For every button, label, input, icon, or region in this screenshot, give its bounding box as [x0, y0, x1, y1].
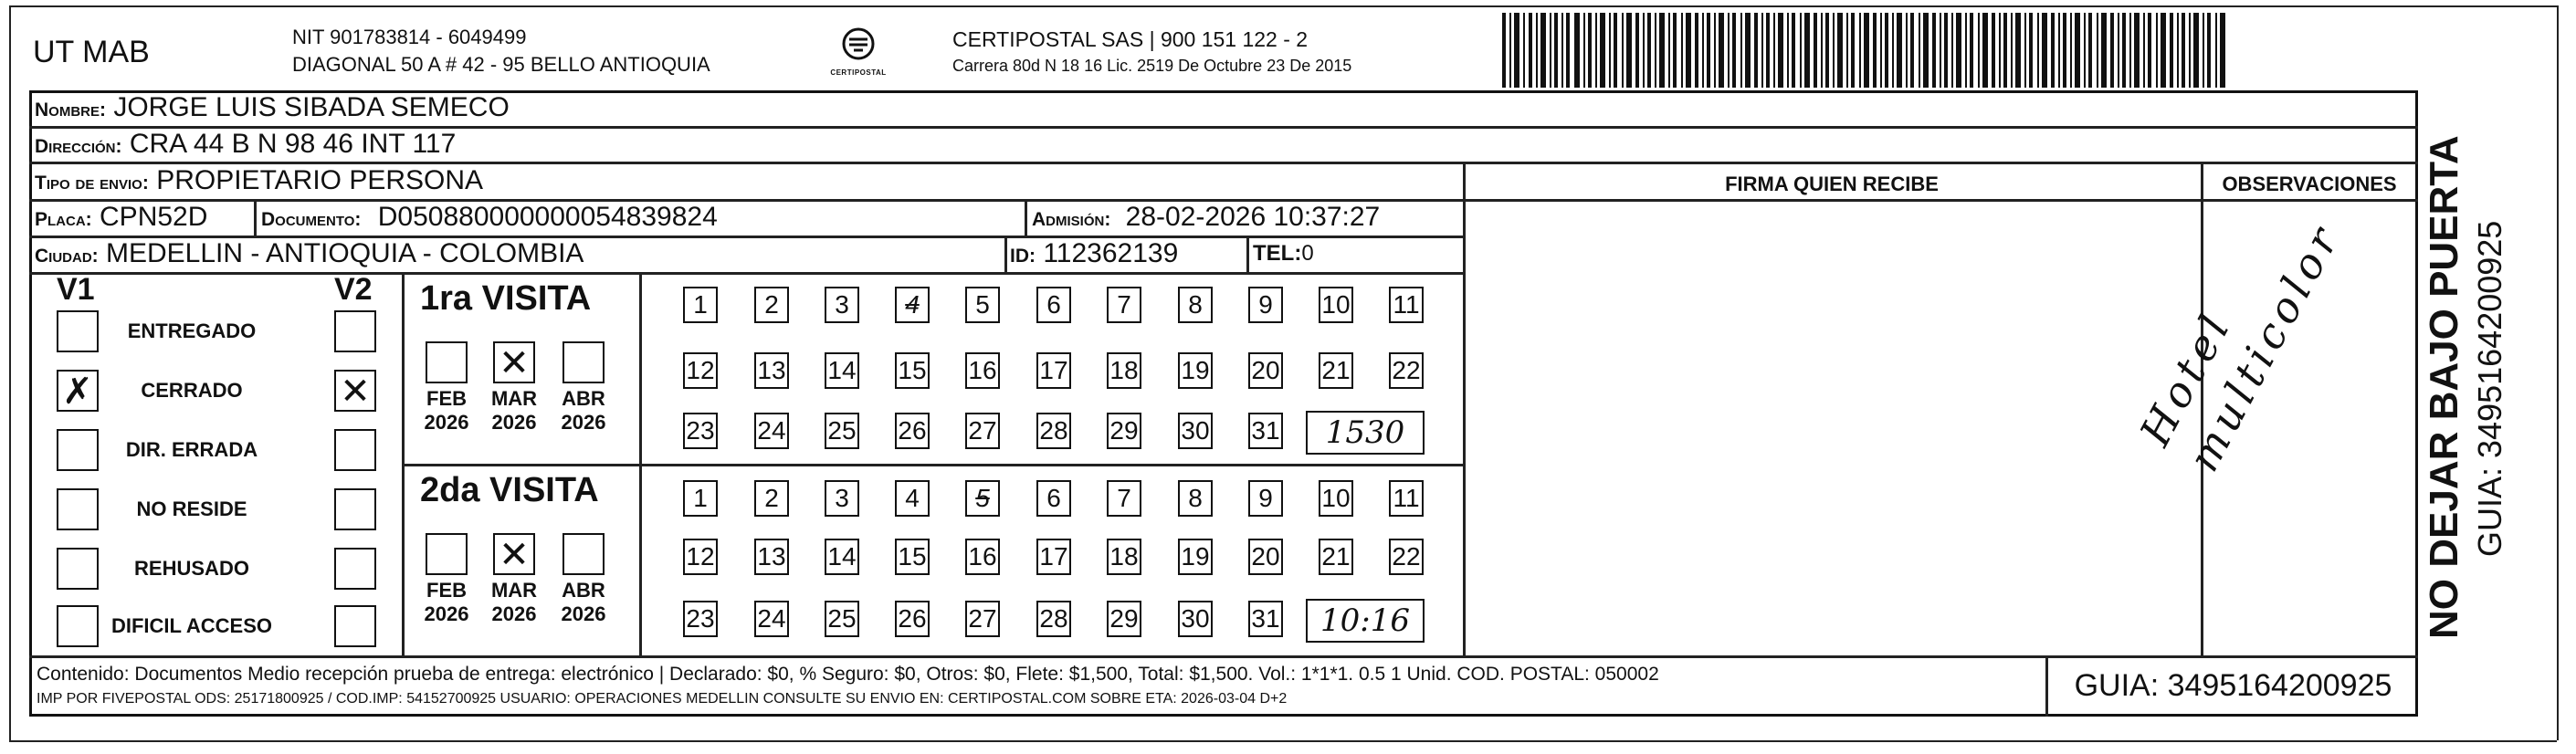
visit2-month-checkbox-2[interactable]: [493, 533, 535, 575]
v1-label: V1: [57, 272, 95, 307]
barcode-bars: [1502, 13, 2228, 88]
col-line: [1004, 236, 1007, 272]
visit2-day-16[interactable]: 16: [965, 539, 1000, 575]
sender-nit: NIT 901783814 - 6049499: [292, 26, 527, 48]
visit1-day-17[interactable]: 17: [1036, 352, 1071, 389]
company-address: Carrera 80d N 18 16 Lic. 2519 De Octubre 23 De 2015: [952, 57, 1352, 75]
status-label-4: NO RESIDE: [136, 497, 247, 520]
v2-checkbox-2[interactable]: [334, 370, 376, 412]
tel-label: TEL:: [1253, 241, 1302, 266]
visit1-month-label-1: FEB 2026: [424, 387, 469, 434]
visit2-title: 2da VISITA: [420, 471, 599, 509]
status-label-6: DIFICIL ACCESO: [110, 614, 272, 637]
id-label: ID:: [1010, 246, 1036, 267]
v2-checkbox-1[interactable]: [334, 310, 376, 352]
visit2-day-12[interactable]: 12: [683, 539, 718, 575]
tipo-row: [35, 165, 483, 196]
certipostal-logo: [826, 24, 890, 82]
v1-checkbox-5[interactable]: [57, 548, 99, 590]
visit2-day-22[interactable]: 22: [1389, 539, 1424, 575]
visit2-day-28[interactable]: 28: [1036, 601, 1071, 637]
visit2-day-14[interactable]: 14: [825, 539, 859, 575]
tel-row: [1253, 241, 1314, 267]
direccion-value: CRA 44 B N 98 46 INT 117: [129, 129, 457, 159]
v2-checkbox-5[interactable]: [334, 548, 376, 590]
visit2-day-6[interactable]: 6: [1036, 480, 1071, 517]
visit2-month-label-2: MAR 2026: [490, 579, 538, 625]
col-line: [1025, 199, 1027, 236]
admision-label: Admisión:: [1032, 209, 1111, 230]
visit1-day-27[interactable]: 27: [965, 413, 1000, 449]
visit2-day-3[interactable]: 3: [825, 480, 859, 517]
check-mark-icon: ✗: [62, 371, 93, 413]
visit2-day-17[interactable]: 17: [1036, 539, 1071, 575]
visit2-month-label-1: FEB 2026: [424, 579, 469, 625]
visit1-day-25[interactable]: 25: [825, 413, 859, 449]
footer-line: [29, 655, 2418, 658]
visit1-month-checkbox-3[interactable]: [563, 341, 605, 383]
page-border-right: [2557, 5, 2559, 740]
visit1-month-checkbox-1[interactable]: [426, 341, 468, 383]
visit2-month-label-3: ABR 2026: [561, 579, 606, 625]
visit1-handwritten-time: 1530: [1306, 411, 1425, 455]
admision-value: 28-02-2026 10:37:27: [1125, 202, 1381, 232]
visit2-handwritten-time: 10:16: [1306, 599, 1425, 643]
visit1-day-16[interactable]: 16: [965, 352, 1000, 389]
col-line-firma: [1463, 162, 1466, 657]
ciudad-row: [35, 238, 584, 269]
documento-label: Documento:: [261, 209, 362, 230]
visit1-day-4[interactable]: 4: [895, 287, 930, 323]
visit2-day-18[interactable]: 18: [1107, 539, 1141, 575]
visit2-day-19[interactable]: 19: [1178, 539, 1213, 575]
observaciones-handwriting: Hotel multicolor: [2129, 215, 2350, 479]
col-line: [1246, 236, 1249, 272]
visit1-day-1[interactable]: 1: [683, 287, 718, 323]
visit1-day-18[interactable]: 18: [1107, 352, 1141, 389]
v1-checkbox-1[interactable]: [57, 310, 99, 352]
footer-line1: Contenido: Documentos Medio recepción prueba de entrega: electrónico | Declarado: $0, % Seguro: $0, Otros: $0, Flete: $1,500, Total: $1,500. Vol.: 1*1*1. 0.5 1 Unid. COD. POSTAL: 050002: [37, 664, 1659, 685]
visit2-day-13[interactable]: 13: [754, 539, 789, 575]
nombre-row: [35, 92, 510, 123]
sender-address: DIAGONAL 50 A # 42 - 95 BELLO ANTIOQUIA: [292, 53, 710, 76]
placa-value: CPN52D: [100, 202, 208, 232]
row-line: [29, 162, 2418, 164]
tipo-value: PROPIETARIO PERSONA: [156, 165, 484, 195]
tel-value: 0: [1301, 241, 1314, 266]
direccion-row: [35, 129, 456, 160]
visit2-day-5[interactable]: 5: [965, 480, 1000, 517]
visit2-day-7[interactable]: 7: [1107, 480, 1141, 517]
visit2-day-27[interactable]: 27: [965, 601, 1000, 637]
col-line: [254, 199, 257, 236]
visit2-day-26[interactable]: 26: [895, 601, 930, 637]
visit1-day-12[interactable]: 12: [683, 352, 718, 389]
direccion-label: Dirección:: [35, 136, 122, 157]
visit2-month-checkbox-3[interactable]: [563, 533, 605, 575]
v2-checkbox-4[interactable]: [334, 488, 376, 530]
visit2-day-8[interactable]: 8: [1178, 480, 1213, 517]
v1-checkbox-4[interactable]: [57, 488, 99, 530]
visit1-day-22[interactable]: 22: [1389, 352, 1424, 389]
visit1-day-24[interactable]: 24: [754, 413, 789, 449]
visit2-day-30[interactable]: 30: [1178, 601, 1213, 637]
visit2-month-checkbox-1[interactable]: [426, 533, 468, 575]
page-border-bottom: [9, 740, 2557, 742]
footer-line2: IMP POR FIVEPOSTAL ODS: 25171800925 / COD.IMP: 54152700925 USUARIO: OPERACIONES MEDELLIN CONSULTE SU ENVIO EN: CERTIPOSTAL.COM SOBRE ETA: 2026-03-04 D+2: [37, 691, 1288, 707]
page-border-top: [9, 5, 2557, 7]
page-border-left: [9, 5, 11, 740]
nombre-label: Nombre:: [35, 99, 106, 120]
visit1-day-30[interactable]: 30: [1178, 413, 1213, 449]
check-mark-icon: ✕: [499, 534, 530, 576]
logo-text: CERTIPOSTAL: [830, 68, 887, 77]
visit2-day-21[interactable]: 21: [1319, 539, 1353, 575]
visit2-day-20[interactable]: 20: [1248, 539, 1283, 575]
visit1-day-29[interactable]: 29: [1107, 413, 1141, 449]
visit2-day-15[interactable]: 15: [895, 539, 930, 575]
company-name: CERTIPOSTAL SAS | 900 151 122 - 2: [952, 27, 1309, 51]
placa-label: Placa:: [35, 209, 92, 230]
visit1-month-label-2: MAR 2026: [490, 387, 538, 434]
id-row: [1010, 238, 1178, 269]
visit1-day-3[interactable]: 3: [825, 287, 859, 323]
placa-row: [35, 202, 207, 233]
status-label-1: ENTREGADO: [127, 319, 257, 342]
grid-divider: [639, 272, 642, 655]
admision-row: [1032, 202, 1380, 233]
visit2-day-9[interactable]: 9: [1248, 480, 1283, 517]
ciudad-label: Ciudad:: [35, 246, 99, 267]
visit1-day-11[interactable]: 11: [1389, 287, 1424, 323]
documento-row: [261, 202, 718, 233]
visit2-day-23[interactable]: 23: [683, 601, 718, 637]
visit1-day-6[interactable]: 6: [1036, 287, 1071, 323]
visit1-day-19[interactable]: 19: [1178, 352, 1213, 389]
v1-checkbox-2[interactable]: [57, 370, 99, 412]
visit1-day-28[interactable]: 28: [1036, 413, 1071, 449]
visit1-day-20[interactable]: 20: [1248, 352, 1283, 389]
visit1-month-label-3: ABR 2026: [561, 387, 606, 434]
visit1-day-13[interactable]: 13: [754, 352, 789, 389]
check-mark-icon: ✕: [499, 342, 530, 384]
visit1-day-10[interactable]: 10: [1319, 287, 1353, 323]
observaciones-header: OBSERVACIONES: [2222, 173, 2397, 195]
v1-checkbox-3[interactable]: [57, 429, 99, 471]
firma-header: FIRMA QUIEN RECIBE: [1725, 173, 1939, 195]
visit1-day-2[interactable]: 2: [754, 287, 789, 323]
visit2-day-24[interactable]: 24: [754, 601, 789, 637]
visit2-day-29[interactable]: 29: [1107, 601, 1141, 637]
visit2-day-11[interactable]: 11: [1389, 480, 1424, 517]
visit1-day-23[interactable]: 23: [683, 413, 718, 449]
visit2-day-1[interactable]: 1: [683, 480, 718, 517]
check-mark-icon: ✕: [340, 371, 371, 413]
visit1-day-26[interactable]: 26: [895, 413, 930, 449]
visit1-month-checkbox-2[interactable]: [493, 341, 535, 383]
visit1-day-9[interactable]: 9: [1248, 287, 1283, 323]
visit2-day-4[interactable]: 4: [895, 480, 930, 517]
barcode: [1502, 13, 2228, 88]
visit1-day-31[interactable]: 31: [1248, 413, 1283, 449]
logo-icon: [826, 24, 890, 64]
status-label-3: DIR. ERRADA: [125, 438, 258, 461]
row-line: [1463, 199, 2201, 202]
side-guia: GUIA: 3495164200925: [2471, 220, 2508, 557]
documento-value: D050880000000054839824: [377, 202, 718, 232]
visit2-day-31[interactable]: 31: [1248, 601, 1283, 637]
visit1-day-15[interactable]: 15: [895, 352, 930, 389]
v2-checkbox-6[interactable]: [334, 605, 376, 647]
tipo-label: Tipo de envio:: [35, 173, 149, 194]
visit1-title: 1ra VISITA: [420, 279, 592, 318]
v2-checkbox-3[interactable]: [334, 429, 376, 471]
v2-label: V2: [334, 272, 373, 307]
visit2-day-10[interactable]: 10: [1319, 480, 1353, 517]
side-warning: NO DEJAR BAJO PUERTA: [2422, 135, 2466, 639]
status-label-2: CERRADO: [141, 379, 243, 402]
visit1-day-8[interactable]: 8: [1178, 287, 1213, 323]
visit2-day-2[interactable]: 2: [754, 480, 789, 517]
row-line: [29, 272, 1466, 275]
footer-guia: GUIA: 3495164200925: [2074, 668, 2392, 703]
sender-name: UT MAB: [33, 35, 150, 69]
id-value: 112362139: [1043, 238, 1179, 268]
v1-checkbox-6[interactable]: [57, 605, 99, 647]
visit1-day-7[interactable]: 7: [1107, 287, 1141, 323]
visit2-day-25[interactable]: 25: [825, 601, 859, 637]
visit-split: [402, 464, 1463, 466]
visit1-day-5[interactable]: 5: [965, 287, 1000, 323]
nombre-value: JORGE LUIS SIBADA SEMECO: [113, 92, 510, 122]
status-label-5: REHUSADO: [134, 557, 249, 580]
visit1-day-21[interactable]: 21: [1319, 352, 1353, 389]
ciudad-value: MEDELLIN - ANTIOQUIA - COLOMBIA: [106, 238, 584, 268]
visit1-day-14[interactable]: 14: [825, 352, 859, 389]
